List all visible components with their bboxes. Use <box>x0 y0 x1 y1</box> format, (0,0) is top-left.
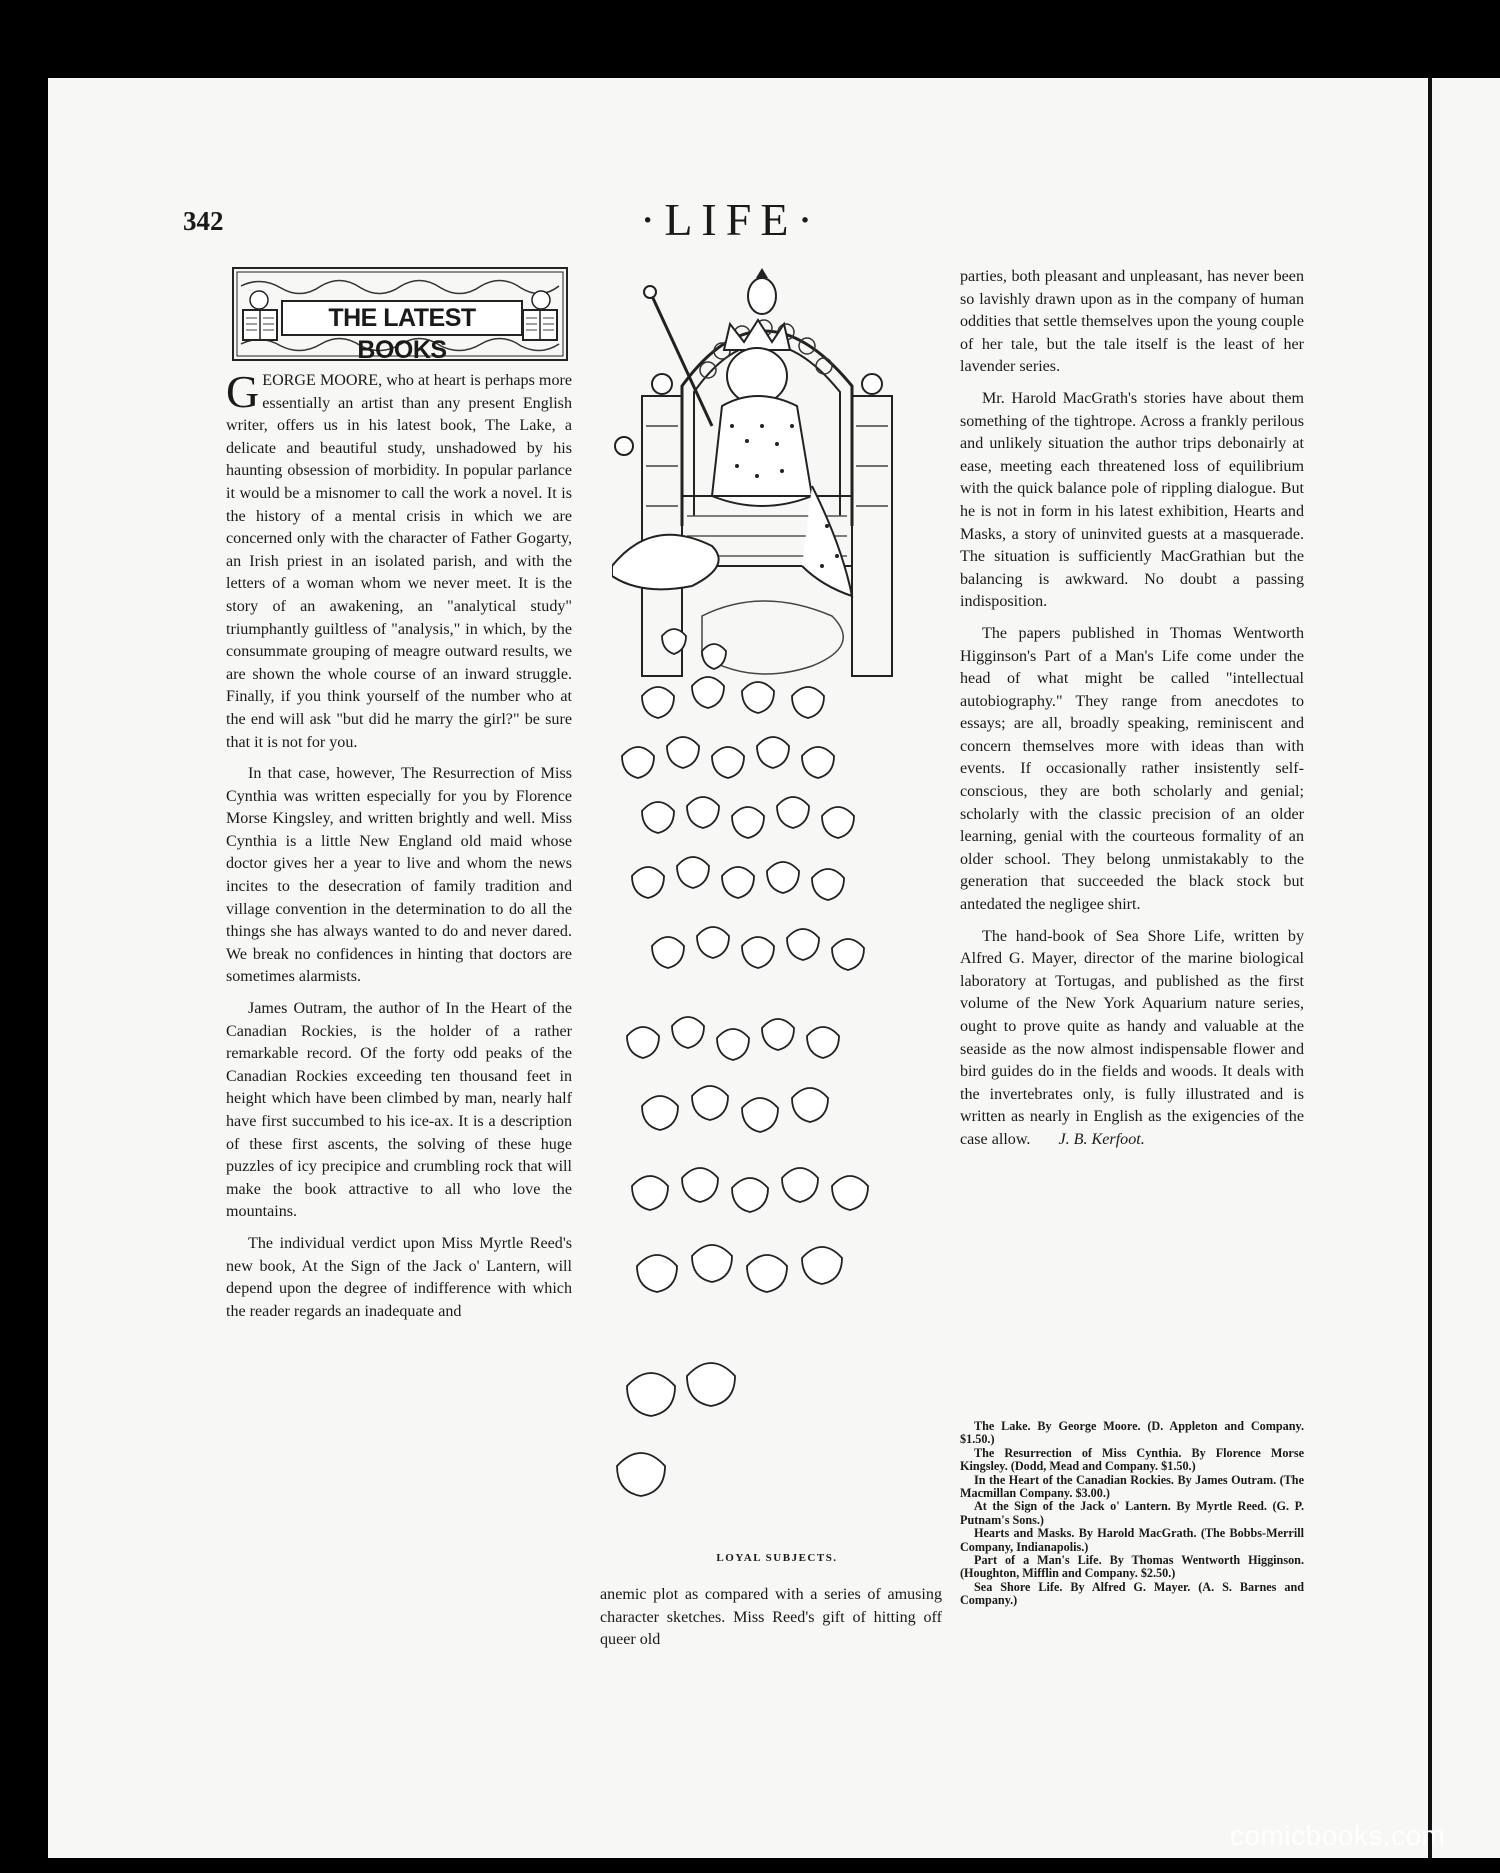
book-entry: The Resurrection of Miss Cynthia. By Florence Morse Kingsley. (Dodd, Mead and Company. $1.50.) <box>960 1445 1304 1474</box>
paragraph-george-moore <box>226 366 572 754</box>
left-cherub-book-icon <box>243 291 277 340</box>
book-entry: Part of a Man's Life. By Thomas Wentworth Higginson. (Houghton, Mifflin and Company. $2.50.) <box>960 1553 1304 1581</box>
loyal-subjects-crowd <box>617 629 868 1496</box>
book-entry: The Lake. By George Moore. (D. Appleton and Company. $1.50.) <box>960 1419 1304 1447</box>
paragraph-continuation: anemic plot as compared with a series of amusing character sketches. Miss Reed's gift of hitting off queer old <box>600 1586 942 1649</box>
loyal-subjects-illustration <box>612 266 942 1550</box>
article-column-2 <box>600 1584 942 1661</box>
paragraph-macgrath: Mr. Harold MacGrath's stories have about them something of the tightrope. Across a frankly perilous and unlikely situation the author trips debonairly at ease, meeting each threatened loss of equilibrium with the quick balance pole of rippling dialogue. But he is not in form in his latest exhibition, Hearts and Masks, a story of uninvited guests at a masquerade. The situation is sufficiently MacGrathian but the balancing is awkward. No doubt a passing indisposition. <box>960 389 1304 611</box>
paragraph-lavender-series: parties, both pleasant and unpleasant, has never been so lavishly drawn upon as in the company of human oddities that settle themselves upon the young couple of her tale, but the tale itself is the least of her lavender series. <box>960 268 1304 376</box>
paragraph-myrtle-reed: The individual verdict upon Miss Myrtle Reed's new book, At the Sign of the Jack o' Lantern, will depend upon the degree of indifference with which the reader regards an inadequate and <box>226 1234 572 1320</box>
paragraph-miss-cynthia: In that case, however, The Resurrection of Miss Cynthia was written especially for you by Florence Morse Kingsley, and written brightly and well. Miss Cynthia is a little New England old maid whose doctor gives her a year to live and whom the news incites to the desecration of family tradition and village convention in the determination to do all the things she has always wanted to do and never dared. We break no confidences in hinting that doctors are sometimes alarmists. <box>226 765 572 986</box>
author-signature: J. B. Kerfoot. <box>1058 1130 1145 1148</box>
drop-cap: G <box>226 366 260 417</box>
paragraph-sea-shore-life <box>960 926 1304 1152</box>
page-number: 342 <box>183 206 224 236</box>
article-column-1 <box>226 366 572 1332</box>
paragraph-higginson: The papers published in Thomas Wentworth Higginson's Part of a Man's Life come under the head of what might be called "intellectual autobiography." They range from anecdotes to essays; are all, broadly speaking, reminiscent and concern themselves more with ideas than with events. If occasionally rather insistently self-conscious, they are both scholarly and genial; scholarly with the classic precision of an older learning, genial with the courteous formality of an older school. They belong unmistakably to the generation that succeeded the black stock but antedated the negligee shirt. <box>960 624 1304 914</box>
article-column-3 <box>960 266 1304 1161</box>
next-page-edge <box>1432 78 1500 1858</box>
right-cherub-book-icon <box>523 291 557 340</box>
banner-title: THE LATEST BOOKS <box>281 300 523 336</box>
book-entry: Sea Shore Life. By Alfred G. Mayer. (A. S. Barnes and Company.) <box>960 1579 1304 1608</box>
book-entry: In the Heart of the Canadian Rockies. By James Outram. (The Macmillan Company. $3.00.) <box>960 1472 1304 1501</box>
site-watermark: comicbooks.com <box>1230 1820 1446 1851</box>
book-entry: At the Sign of the Jack o' Lantern. By Myrtle Reed. (G. P. Putnam's Sons.) <box>960 1499 1304 1527</box>
illustration-caption: LOYAL SUBJECTS. <box>716 1552 838 1564</box>
paragraph-text: EORGE MOORE, who at heart is perhaps more essentially an artist than any present English writer, offers us in his latest book, The Lake, a delicate and beautiful study, unshadowed by his haunting obsession of morbidity. In popular parlance it would be a misnomer to call the work a novel. It is the history of a mental crisis in which we are concerned only with the character of Father Gogarty, an Irish priest in an isolated parish, and with the letters of a woman whom we never meet. It is the story of an awakening, an "analytical study" triumphantly guiltless of "analysis," in which, by the consummate grouping of meagre outward results, we are shown the whole course of an inward struggle. Finally, if you think yourself of the number who at the end will ask "but did he marry the girl?" be sure that it is not for you. <box>226 372 572 751</box>
king-on-throne-illustration <box>612 266 942 1550</box>
book-entry: Hearts and Masks. By Harold MacGrath. (The Bobbs-Merrill Company, Indianapolis.) <box>960 1526 1304 1554</box>
paragraph-text: The hand-book of Sea Shore Life, written by Alfred G. Mayer, director of the marine biological laboratory at Tortugas, and published as the first volume of the New York Aquarium nature series, ought to prove quite as handy and valuable at the seaside as the now almost indispensable flower and bird guides do in the fields and woods. It deals with the invertebrates only, is fully illustrated and is written as nearly in English as the exigencies of the case allow. <box>960 927 1304 1148</box>
paragraph-canadian-rockies: James Outram, the author of In the Heart of the Canadian Rockies, is the holder of a rather remarkable record. Of the forty odd peaks of the Canadian Rockies exceeding ten thousand feet in height which have been climbed by man, nearly half have first succumbed to his ice-ax. It is a description of these first ascents, the solving of these huge puzzles of icy precipice and crumbling rock that will make the book attractive to all who love the mountains. <box>226 1000 572 1221</box>
running-head: ·LIFE· <box>640 194 822 245</box>
books-list <box>960 1420 1304 1608</box>
latest-books-banner <box>231 266 569 362</box>
